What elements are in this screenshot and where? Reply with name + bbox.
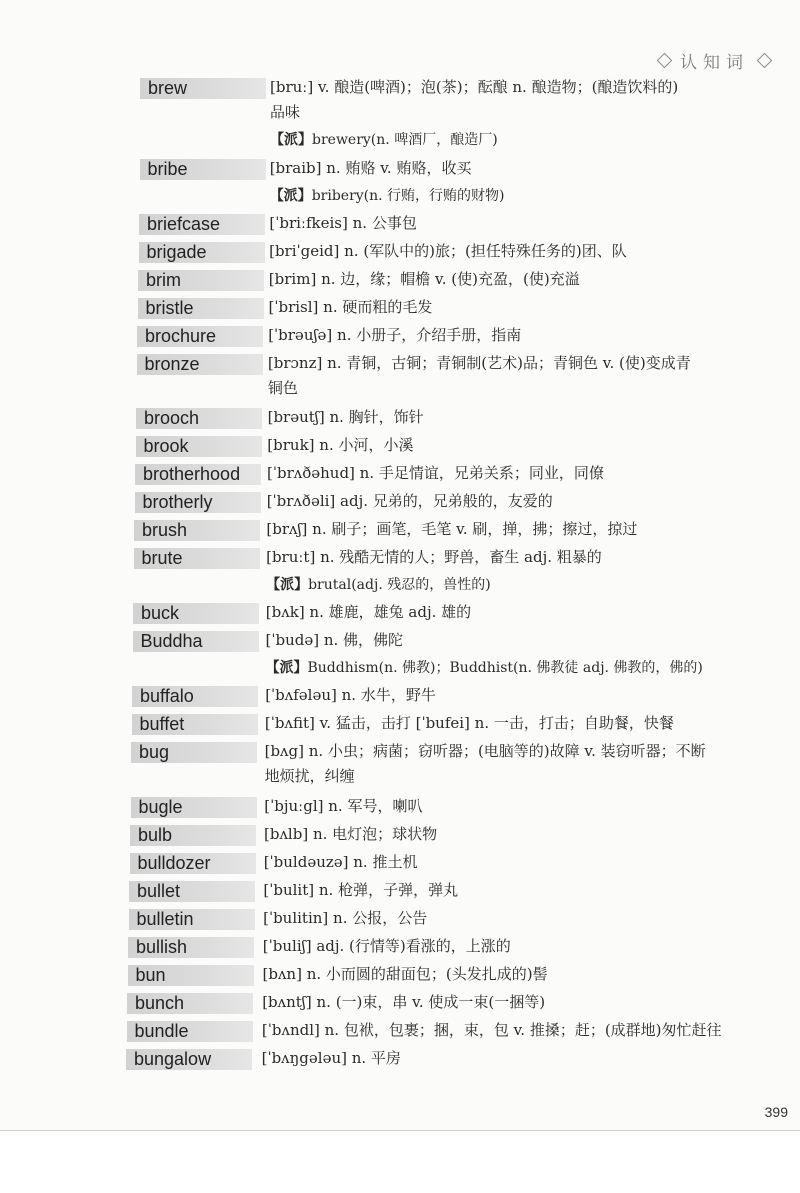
definition-line: [ˈbrʌðəli] adj. 兄弟的，兄弟般的，友爱的: [266, 492, 553, 510]
derived-words: [270, 185, 505, 207]
definition-line: [bruk] n. 小河，小溪: [267, 436, 414, 454]
headword: bugle: [131, 797, 257, 818]
definition-line: [ˈbʌfələu] n. 水牛，野牛: [265, 686, 436, 704]
headword: brochure: [137, 326, 263, 347]
definition-line: [ˈbʌfit] v. 猛击，击打 [ˈbufei] n. 一击，打击；自助餐，快餐: [264, 714, 674, 732]
headword: bullish: [128, 937, 254, 958]
definition-line: [ˈbudə] n. 佛，佛陀: [265, 631, 404, 649]
definition-line: [brʌʃ] n. 刷子；画笔，毛笔 v. 刷，掸，拂；擦过，掠过: [266, 520, 638, 538]
headword: bulletin: [129, 909, 255, 930]
headword: brute: [134, 548, 260, 569]
definition-line: [bʌn] n. 小而圆的甜面包；(头发扎成的)髻: [262, 965, 548, 983]
headword: bun: [128, 965, 254, 986]
diamond-left-icon: [657, 53, 673, 69]
definition-line: 地烦扰，纠缠: [264, 767, 355, 785]
definition-line: [ˈbriːfkeis] n. 公事包: [269, 214, 417, 232]
definition-line: [brim] n. 边，缘；帽檐 v. (使)充盈，(使)充溢: [268, 270, 580, 288]
derived-tag: 【派】: [270, 132, 312, 148]
headword: brook: [136, 436, 262, 457]
headword: bristle: [138, 298, 264, 319]
derived-text: bribery(n. 行贿，行贿的财物): [311, 188, 505, 204]
derived-text: Buddhism(n. 佛教)；Buddhist(n. 佛教徒 adj. 佛教的，佛的): [307, 660, 703, 676]
headword: bulldozer: [130, 853, 256, 874]
definition-line: [bruːt] n. 残酷无情的人；野兽，畜生 adj. 粗暴的: [266, 548, 602, 566]
definition-line: [ˈbuldəuzə] n. 推土机: [263, 853, 418, 871]
definition-line: [bʌlb] n. 电灯泡；球状物: [264, 825, 438, 843]
derived-text: brutal(adj. 残忍的，兽性的): [308, 577, 491, 593]
definition-line: [braib] n. 贿赂 v. 贿赂，收买: [269, 159, 472, 177]
diamond-right-icon: [757, 53, 773, 69]
derived-tag: 【派】: [269, 188, 312, 204]
headword: bullet: [129, 881, 255, 902]
definition-line: [briˈgeid] n. (军队中的)旅；(担任特殊任务的)团、队: [269, 242, 627, 260]
derived-words: [266, 574, 491, 596]
section-title: 认知词: [680, 53, 749, 73]
definition-line: [ˈbrʌðəhud] n. 手足情谊，兄弟关系；同业，同僚: [267, 464, 604, 482]
headword: brew: [140, 78, 266, 99]
headword: buffet: [132, 714, 258, 735]
definition-line: [ˈbulit] n. 枪弹，子弹，弹丸: [263, 881, 459, 899]
derived-words: [270, 129, 498, 151]
definition-line: [bʌg] n. 小虫；病菌；窃听器；(电脑等的)故障 v. 装窃听器；不断: [264, 742, 706, 760]
definition-line: [brəutʃ] n. 胸针，饰针: [267, 408, 424, 426]
headword: brotherly: [135, 492, 261, 513]
headword: buck: [133, 603, 259, 624]
headword: bronze: [137, 354, 263, 375]
headword: brigade: [139, 242, 265, 263]
derived-text: brewery(n. 啤酒厂，酿造厂): [312, 132, 498, 148]
headword: bundle: [127, 1021, 253, 1042]
definition-line: [ˈbulitin] n. 公报，公告: [263, 909, 428, 927]
definition-line: [bʌntʃ] n. (一)束，串 v. 使成一束(一捆等): [262, 993, 546, 1011]
definition-line: [ˈbuliʃ] adj. (行情等)看涨的，上涨的: [262, 937, 511, 955]
derived-tag: 【派】: [265, 660, 308, 676]
headword: bug: [131, 742, 257, 763]
headword: bulb: [130, 825, 256, 846]
definition-line: [brɔnz] n. 青铜，古铜；青铜制(艺术)品；青铜色 v. (使)变成青: [267, 354, 691, 372]
definition-line: [ˈbrəuʃə] n. 小册子，介绍手册，指南: [268, 326, 522, 344]
definition-line: 品味: [270, 103, 301, 121]
definition-line: [bʌk] n. 雄鹿，雄兔 adj. 雄的: [265, 603, 472, 621]
headword: bungalow: [126, 1049, 252, 1070]
headword: brim: [138, 270, 264, 291]
headword: buffalo: [132, 686, 258, 707]
definition-line: [ˈbrisl] n. 硬而粗的毛发: [268, 298, 433, 316]
derived-words: [266, 657, 703, 679]
headword: brooch: [136, 408, 262, 429]
headword: Buddha: [133, 631, 259, 652]
page-number: 399: [764, 1104, 788, 1120]
headword: bribe: [140, 159, 266, 180]
definition-line: [ˈbʌndl] n. 包袱，包裹；捆，束，包 v. 推搡；赶；(成群地)匆忙赶往: [261, 1021, 722, 1039]
definition-line: [ˈbʌŋgələu] n. 平房: [261, 1049, 401, 1067]
headword: brush: [134, 520, 260, 541]
definition-line: 铜色: [267, 379, 298, 397]
derived-tag: 【派】: [266, 577, 309, 593]
definition-line: [bruː] v. 酿造(啤酒)；泡(茶)；酝酿 n. 酿造物；(酿造饮料的): [270, 78, 679, 96]
definition-line: [ˈbjuːgl] n. 军号，喇叭: [264, 797, 423, 815]
headword: brotherhood: [135, 464, 261, 485]
headword: briefcase: [139, 214, 265, 235]
headword: bunch: [127, 993, 253, 1014]
section-header: [655, 48, 774, 73]
